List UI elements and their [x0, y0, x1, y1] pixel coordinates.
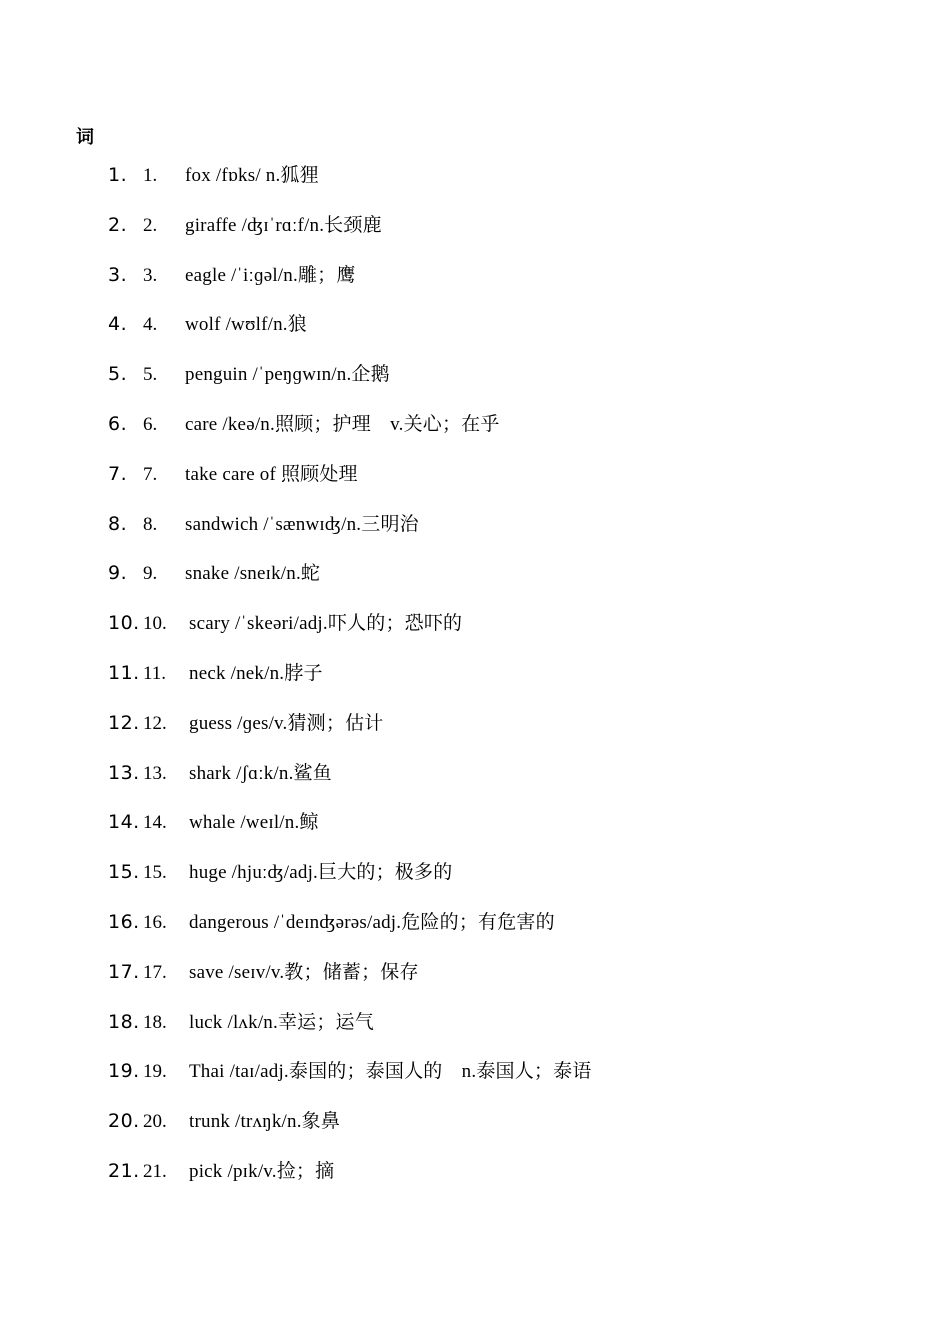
vocab-item — [0, 959, 950, 1009]
item-number: 18. — [108, 1010, 140, 1033]
item-entry: wolf /wʊlf/n.狼 — [185, 314, 307, 336]
vocab-item — [0, 212, 950, 262]
item-entry: dangerous /ˈdeɪnʤərəs/adj.危险的；有危害的 — [189, 911, 555, 933]
section-heading: 词 — [76, 127, 94, 148]
vocab-item — [0, 1108, 950, 1158]
vocab-item — [0, 760, 950, 810]
item-entry: Thai /taɪ/adj.泰国的；泰国人的 n.泰国人；泰语 — [189, 1061, 592, 1083]
item-number: 15. — [108, 861, 140, 884]
item-number: 8. — [108, 512, 128, 535]
item-number: 6. — [108, 412, 128, 435]
item-subnumber: 2. — [143, 214, 158, 236]
item-subnumber: 6. — [143, 413, 158, 435]
vocab-item — [0, 660, 950, 710]
vocab-item — [0, 560, 950, 610]
item-entry: fox /fɒks/ n.狐狸 — [185, 165, 319, 186]
vocab-item — [0, 1158, 950, 1208]
vocab-item — [0, 1009, 950, 1059]
item-entry: giraffe /ʤɪˈrɑːf/n.长颈鹿 — [185, 214, 382, 236]
item-entry: luck /lʌk/n.幸运；运气 — [189, 1011, 374, 1033]
item-subnumber: 17. — [143, 961, 167, 983]
item-number: 12. — [108, 711, 140, 734]
item-number: 13. — [108, 761, 140, 784]
item-number: 10. — [108, 612, 140, 635]
item-entry: huge /hjuːʤ/adj.巨大的；极多的 — [189, 862, 453, 884]
item-subnumber: 7. — [143, 463, 158, 485]
item-number: 21. — [108, 1159, 140, 1182]
vocab-item — [0, 859, 950, 909]
item-subnumber: 14. — [143, 812, 167, 834]
item-number: 1. — [108, 164, 128, 186]
item-subnumber: 15. — [143, 862, 167, 884]
vocab-item — [0, 162, 950, 212]
item-entry: save /seɪv/v.教；储蓄；保存 — [189, 961, 419, 983]
vocab-item — [0, 311, 950, 361]
item-entry: snake /sneɪk/n.蛇 — [185, 563, 321, 585]
item-subnumber: 16. — [143, 911, 167, 933]
vocab-item — [0, 361, 950, 411]
item-number: 17. — [108, 960, 140, 983]
item-number: 19. — [108, 1060, 140, 1083]
item-subnumber: 18. — [143, 1011, 167, 1033]
vocab-item — [0, 710, 950, 760]
item-subnumber: 12. — [143, 712, 167, 734]
item-subnumber: 19. — [143, 1061, 167, 1083]
item-subnumber: 10. — [143, 613, 167, 635]
vocab-item — [0, 511, 950, 561]
item-number: 7. — [108, 462, 128, 485]
item-entry: trunk /trʌŋk/n.象鼻 — [189, 1111, 341, 1133]
item-entry: take care of 照顾处理 — [185, 463, 358, 485]
item-number: 14. — [108, 811, 140, 834]
item-entry: sandwich /ˈsænwɪʤ/n.三明治 — [185, 513, 419, 535]
vocab-item — [0, 909, 950, 959]
item-subnumber: 4. — [143, 314, 158, 336]
vocab-item — [0, 262, 950, 312]
item-entry: penguin /ˈpeŋɡwɪn/n.企鹅 — [185, 364, 390, 386]
item-subnumber: 21. — [143, 1160, 167, 1182]
item-number: 20. — [108, 1110, 140, 1133]
item-subnumber: 9. — [143, 563, 158, 585]
vocab-item — [0, 461, 950, 511]
vocabulary-list — [0, 162, 950, 1208]
vocab-item — [0, 1058, 950, 1108]
item-subnumber: 8. — [143, 513, 158, 535]
item-number: 3. — [108, 263, 128, 286]
item-entry: guess /ɡes/v.猜测；估计 — [189, 712, 384, 734]
item-subnumber: 5. — [143, 364, 158, 386]
item-entry: care /keə/n.照顾；护理 v.关心；在乎 — [185, 413, 500, 435]
item-number: 9. — [108, 562, 128, 585]
vocab-item — [0, 610, 950, 660]
item-entry: shark /ʃɑːk/n.鲨鱼 — [189, 762, 332, 784]
item-entry: whale /weɪl/n.鲸 — [189, 812, 319, 834]
item-subnumber: 20. — [143, 1111, 167, 1133]
item-number: 16. — [108, 910, 140, 933]
vocab-item — [0, 411, 950, 461]
item-subnumber: 13. — [143, 762, 167, 784]
item-entry: scary /ˈskeəri/adj.吓人的；恐吓的 — [189, 613, 463, 635]
item-number: 4. — [108, 313, 128, 336]
item-entry: eagle /ˈiːɡəl/n.雕；鹰 — [185, 264, 356, 286]
item-number: 5. — [108, 363, 128, 386]
item-number: 2. — [108, 213, 128, 236]
item-subnumber: 3. — [143, 264, 158, 286]
item-subnumber: 11. — [143, 662, 167, 684]
item-entry: pick /pɪk/v.捡；摘 — [189, 1160, 335, 1182]
vocab-item — [0, 809, 950, 859]
item-subnumber: 1. — [143, 165, 158, 186]
item-entry: neck /nek/n.脖子 — [189, 662, 323, 684]
item-number: 11. — [108, 661, 140, 684]
